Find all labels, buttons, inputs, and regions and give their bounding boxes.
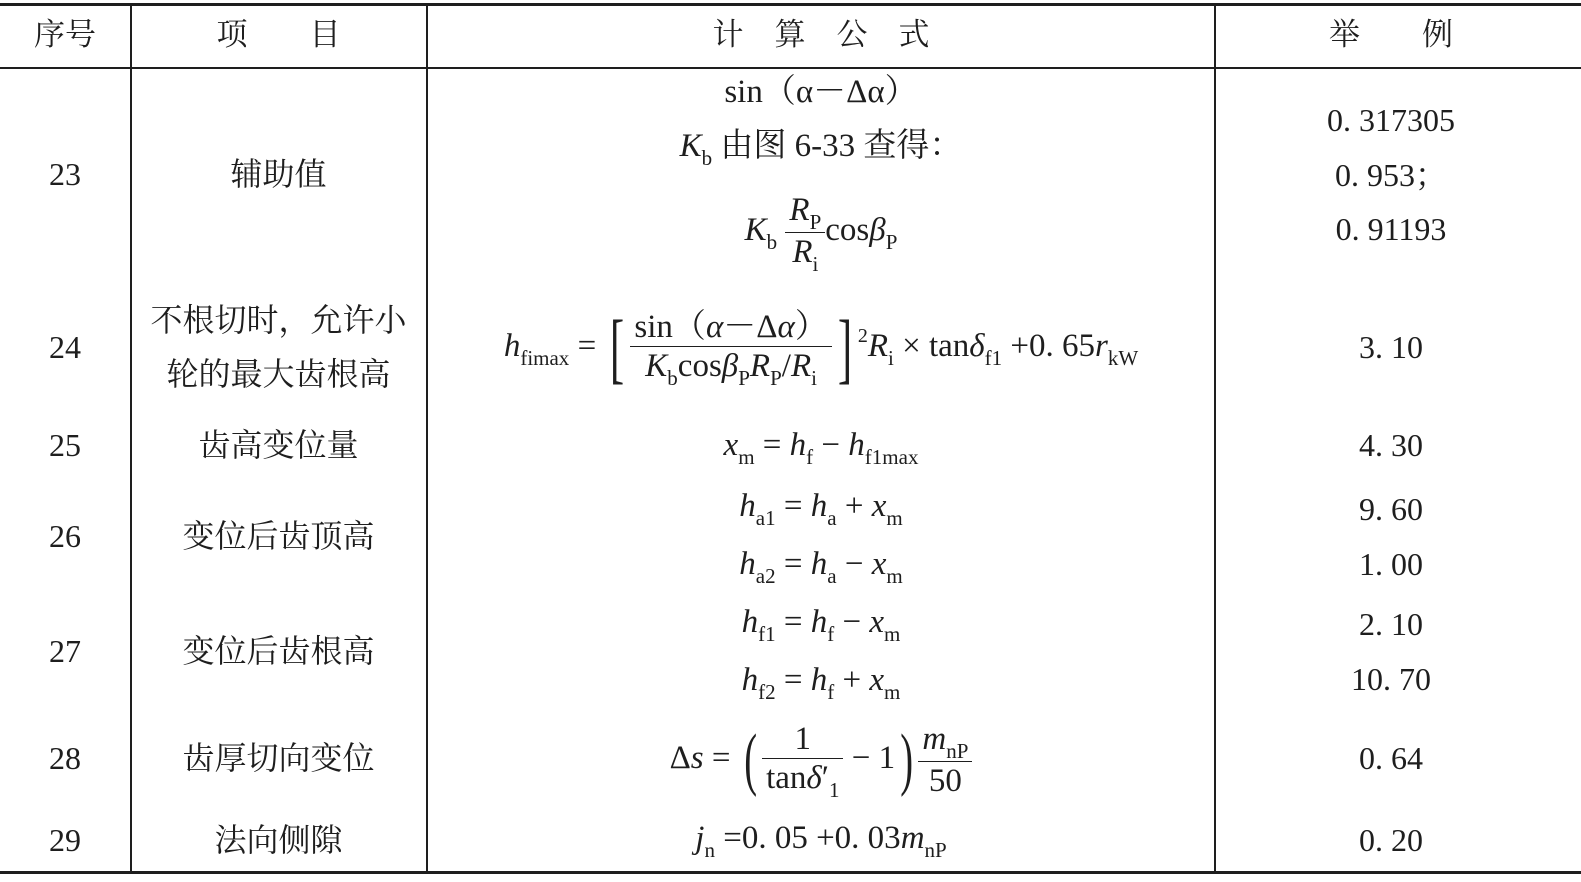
row-24-seq: 24 (49, 329, 81, 365)
row-26-seq: 26 (49, 518, 81, 554)
row-23-seq: 23 (49, 156, 81, 192)
left-paren: ( (744, 721, 757, 799)
mnp-over-50-fraction: $\frac{m_{nP}}{50}$ (918, 720, 972, 800)
right-paren: ) (900, 721, 914, 799)
left-bracket: [ (610, 304, 625, 392)
row-24-formula: $h_{fimax}$ = [ $\frac{\sin(\alpha-\Delta\alpha)}{K_b\cos\beta_PR_P/R_i}$ ] $^2R_i \times \tan\delta_{f1} +0$. $65r_{kW}$ (503, 304, 1139, 392)
row-29-seq: 29 (49, 822, 81, 858)
row-27-seq: 27 (49, 633, 81, 669)
kb-symbol: K (679, 128, 702, 164)
header-seq: 序号 (34, 17, 96, 53)
row-25-seq: 25 (49, 427, 81, 463)
table-bottom-rule (0, 871, 1581, 874)
row-25-item: 齿高变位量 (198, 426, 359, 464)
row-23-example-3: 0. 91193 (1335, 211, 1447, 247)
kb-subscript: b (701, 146, 713, 170)
row-26-example-2: 1. 00 (1359, 546, 1423, 582)
header-formula: 计 算 公 式 (712, 17, 930, 53)
row-27-formula-line-1: $h_{f1} = h_f - x_m$ (741, 604, 901, 646)
header-example: 举 例 (1329, 17, 1453, 53)
row-23-example-1: 0. 317305 (1327, 102, 1455, 138)
row-28-fraction: $\frac{1}{\tan\delta'_1}$ (762, 720, 843, 800)
right-bracket: ] (837, 304, 852, 392)
row-26-item: 变位后齿顶高 (182, 517, 375, 555)
row-28-item: 齿厚切向变位 (182, 739, 375, 777)
row-23-kb-note: 由图 6-33 查得： (720, 128, 963, 164)
row-25-formula: $x_m = h_f - h_{f1max}$ (723, 427, 919, 469)
row-28-seq: 28 (49, 740, 81, 776)
row-29-item: 法向侧隙 (214, 821, 343, 859)
row-24-fraction: $\frac{\sin(\alpha-\Delta\alpha)}{K_b\cos\beta_PR_P/R_i}$ (630, 308, 831, 388)
row-29-example: 0. 20 (1359, 822, 1423, 858)
row-25-example: 4. 30 (1359, 427, 1423, 463)
row-23-formula-line-2 (428, 126, 1214, 169)
row-27-item: 变位后齿根高 (182, 632, 375, 670)
row-27-example-1: 2. 10 (1359, 606, 1423, 642)
header-bottom-rule (0, 67, 1581, 69)
header-item: 项 目 (216, 17, 341, 53)
row-26-formula-line-2: $h_{a2} = h_a - x_m$ (739, 546, 903, 588)
row-24-item-line-2: 轮的最大齿根高 (166, 355, 391, 393)
row-24-example: 3. 10 (1359, 329, 1423, 365)
row-28-example: 0. 64 (1359, 740, 1423, 776)
row-23-formula-sin: sin（α－Δα） (724, 74, 918, 110)
rp-over-ri-fraction: $\frac{R_P}{R_i}$ (785, 191, 825, 274)
row-26-formula-line-1: $h_{a1} = h_a + x_m$ (739, 488, 903, 530)
table-top-rule (0, 3, 1581, 6)
row-29-formula: $j_n =0$. 05 +0. $03m_{nP}$ (695, 820, 947, 862)
row-24-item-line-1: 不根切时，允许小 (150, 301, 407, 339)
row-23-example-2: 0. 953； (1334, 157, 1447, 193)
row-23-formula-line-1 (428, 72, 1214, 112)
row-28-formula: Δs = ( $\frac{1}{\tan\delta'_1}$ − 1) $\frac{m_{nP}}{50}$ (428, 718, 1214, 800)
row-26-example-1: 9. 60 (1359, 491, 1423, 527)
row-23-formula-line-3: $K_b$ $\frac{R_P}{R_i}$ cosβ$_P$ (744, 191, 898, 276)
row-23-item: 辅助值 (230, 155, 327, 193)
row-27-formula-line-2: $h_{f2} = h_f + x_m$ (741, 662, 901, 704)
row-27-example-2: 10. 70 (1351, 661, 1431, 697)
